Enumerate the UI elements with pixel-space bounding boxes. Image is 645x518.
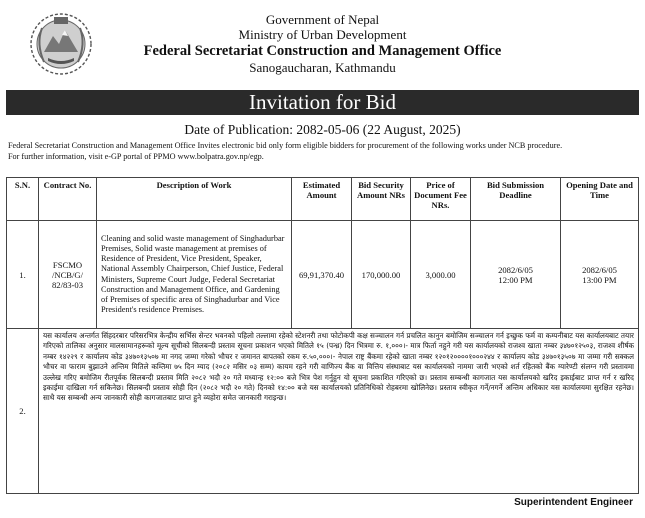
opening-time: 13:00 PM <box>582 274 617 285</box>
table-header-row <box>7 178 639 221</box>
cell-security: 170,000.00 <box>352 221 411 329</box>
cell-work: Cleaning and solid waste management of Singhadurbar Premises, Solid waste management at premises of Residence of President, Vice President, Speaker, National Assembly Chairperson, Chief Justice, Federal Ministers, Supreme Court Judge, Federal Secretariat Construction and Management Office, and Gardening of Premises of specific area of Singhadurbar and Vice President's residence Premises. <box>97 221 292 329</box>
ministry-label: Ministry of Urban Development <box>238 27 407 42</box>
header-opening: Opening Date and Time <box>561 178 639 221</box>
notice-title-banner: Invitation for Bid <box>6 90 639 115</box>
table-row <box>7 329 639 494</box>
intro-line-2: For further information, visit e-GP portal of PPMO www.bolpatra.gov.np/egp. <box>8 151 264 161</box>
cell-sn: 2. <box>7 329 39 494</box>
cell-fee: 3,000.00 <box>411 221 471 329</box>
header-sn: S.N. <box>7 178 39 221</box>
cell-opening <box>561 221 639 329</box>
deadline-time: 12:00 PM <box>498 274 533 285</box>
header-deadline: Bid Submission Deadline <box>471 178 561 221</box>
publication-date: Date of Publication: 2082-05-06 (22 August, 2025) <box>184 122 461 137</box>
table-row <box>7 221 639 329</box>
office-header <box>0 0 645 90</box>
opening-date: 2082/6/05 <box>582 264 617 275</box>
cell-amount: 69,91,370.40 <box>292 221 352 329</box>
cell-deadline <box>471 221 561 329</box>
cell-nepali-notice <box>39 329 639 494</box>
cell-sn: 1. <box>7 221 39 329</box>
office-name: Federal Secretariat Construction and Management Office <box>143 43 502 59</box>
nepali-notice-text: यस कार्यालय अन्तर्गत सिंहदरबार परिसरभित्र केन्द्रीय सर्भिस सेन्टर भवनको पहिलो तल्लामा रहेको स्टेशनरी तथा फोटोकपी कक्ष सञ्चालन गर्न प्रचलित कानुन बमोजिम सञ्चालन गर्न इच्छुक फर्म वा कम्पनीबाट यस कार्यालयबाट तयार गरिएको तालिका अनुसार मालसामानहरूको मूल्य सूचीको सिलबन्दी प्रस्ताव सूचना प्रकाशन भएको मितिले १५ (पन्ध्र) दिन भित्रमा रु. १,०००।- मात्र फिर्ता नहुने गरी यस कार्यालयको राजश्व खाता नम्बर ३४७०१२५०३, राजश्व शीर्षक नम्बर १४२२९ र कार्यालय कोड ३४७०१३५०७ मा नगद जम्मा गरेको भौचर र जमानत बापतको रकम रु.५०,०००।- नेपाल राष्ट्र बैंकमा रहेको खाता नम्बर १२०१२००००१०००२४४ र कार्यालय कोड ३४७०१३५०७ मा जम्मा गरी सक्कल भौचर वा फाराम बुझाउने अन्तिम मितिले कम्तिमा ७५ दिन म्याद (२०८२ मसिर ०३ सम्म) कायम रहने गरी वाणिज्य बैंक वा वित्तिय संस्थाबाट यस कार्यालयको नाममा जारी भएको शर्त रहितको बैंक ग्यारेण्टी संलग्न गरी प्रस्तावमा उल्लेख गरिए बमोजिम रीतपूर्वक सिलबन्दी प्रस्ताव मिति २०८२ भदौ २० गते मध्यान्ह १२:०० बजे भित्र पेश गर्नुहुन यो सूचना प्रकाशित गरिएको छ। प्रस्ताव सम्बन्धी कागजात यस कार्यालयको खरिद इकाईबाट प्राप्त गर्न र खरिद इकाईमा दाखिला गर्न सकिनेछ। सिलबन्दी प्रस्ताव सोही दिन (२०८२ भदौ २० गते) दिनको १४:०० बजे यस कार्यालयको प्रतिनिधिको रोहबरमा खोलिनेछ। प्रस्ताव स्वीकृत गर्ने/नगर्ने अन्तिम अधिकार यस कार्यालयमा सुरक्षित रहनेछ। साथै यस सम्बन्धी अन्य जानकारी सोही कागजातबाट प्राप्त हुने व्यहोरा समेत जानकारी गराइन्छ। <box>43 331 634 403</box>
header-fee: Price of Document Fee NRs. <box>411 178 471 221</box>
bid-table <box>6 177 639 494</box>
office-address: Sanogaucharan, Kathmandu <box>249 60 396 75</box>
header-amount: Estimated Amount <box>292 178 352 221</box>
cell-contract: FSCMO /NCB/G/ 82/83-03 <box>39 221 97 329</box>
deadline-date: 2082/6/05 <box>498 264 533 275</box>
intro-text <box>8 141 638 162</box>
header-work: Description of Work <box>97 178 292 221</box>
government-label: Government of Nepal <box>265 12 380 27</box>
header-security: Bid Security Amount NRs <box>352 178 411 221</box>
header-contract: Contract No. <box>39 178 97 221</box>
signatory-title: Superintendent Engineer <box>514 497 633 508</box>
intro-line-1: Federal Secretariat Construction and Management Office Invites electronic bid only form eligible bidders for procurement of the following works under NCB procedure. <box>8 141 563 150</box>
